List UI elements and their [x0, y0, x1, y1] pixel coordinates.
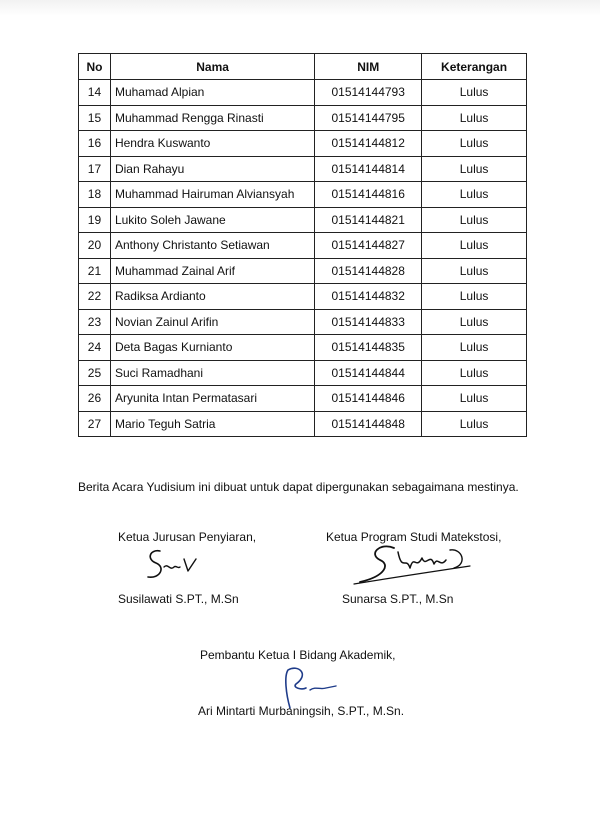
cell-nim: 01514144832: [315, 284, 422, 310]
cell-no: 18: [79, 182, 111, 208]
cell-nim: 01514144828: [315, 258, 422, 284]
header-keterangan: Keterangan: [422, 54, 527, 80]
cell-nama: Novian Zainul Arifin: [110, 309, 314, 335]
bottom-signatory-title: Pembantu Ketua I Bidang Akademik,: [200, 648, 396, 662]
cell-keterangan: Lulus: [422, 360, 527, 386]
table-row: [79, 131, 527, 157]
cell-keterangan: Lulus: [422, 386, 527, 412]
cell-keterangan: Lulus: [422, 233, 527, 259]
cell-nama: Muhammad Hairuman Alviansyah: [110, 182, 314, 208]
cell-no: 19: [79, 207, 111, 233]
cell-keterangan: Lulus: [422, 131, 527, 157]
cell-nim: 01514144793: [315, 80, 422, 106]
cell-nama: Suci Ramadhani: [110, 360, 314, 386]
cell-no: 16: [79, 131, 111, 157]
cell-no: 20: [79, 233, 111, 259]
table-row: [79, 233, 527, 259]
cell-nim: 01514144821: [315, 207, 422, 233]
cell-keterangan: Lulus: [422, 284, 527, 310]
cell-nama: Deta Bagas Kurnianto: [110, 335, 314, 361]
cell-no: 27: [79, 411, 111, 437]
scan-edge: [0, 0, 600, 16]
table-row: [79, 360, 527, 386]
left-signatory-name: Susilawati S.PT., M.Sn: [118, 592, 239, 606]
cell-nama: Anthony Christanto Setiawan: [110, 233, 314, 259]
cell-keterangan: Lulus: [422, 335, 527, 361]
cell-nim: 01514144848: [315, 411, 422, 437]
cell-no: 23: [79, 309, 111, 335]
cell-keterangan: Lulus: [422, 411, 527, 437]
cell-nama: Dian Rahayu: [110, 156, 314, 182]
signature-sunarsa-icon: [350, 538, 480, 590]
header-no: No: [79, 54, 111, 80]
cell-nama: Muhammad Zainal Arif: [110, 258, 314, 284]
cell-no: 17: [79, 156, 111, 182]
cell-keterangan: Lulus: [422, 309, 527, 335]
cell-nama: Muhamad Alpian: [110, 80, 314, 106]
table-row: [79, 411, 527, 437]
cell-no: 22: [79, 284, 111, 310]
table-row: [79, 80, 527, 106]
cell-nama: Hendra Kuswanto: [110, 131, 314, 157]
cell-no: 15: [79, 105, 111, 131]
right-signatory-name: Sunarsa S.PT., M.Sn: [342, 592, 454, 606]
cell-nama: Mario Teguh Satria: [110, 411, 314, 437]
cell-no: 25: [79, 360, 111, 386]
cell-nim: 01514144835: [315, 335, 422, 361]
cell-nim: 01514144814: [315, 156, 422, 182]
signature-susilawati-icon: [140, 545, 210, 585]
cell-keterangan: Lulus: [422, 258, 527, 284]
left-signatory-title: Ketua Jurusan Penyiaran,: [118, 530, 257, 544]
cell-nim: 01514144795: [315, 105, 422, 131]
cell-no: 24: [79, 335, 111, 361]
table-row: [79, 156, 527, 182]
table-row: [79, 284, 527, 310]
cell-nim: 01514144833: [315, 309, 422, 335]
header-nim: NIM: [315, 54, 422, 80]
cell-nim: 01514144816: [315, 182, 422, 208]
closing-statement: Berita Acara Yudisium ini dibuat untuk dapat dipergunakan sebagaimana mestinya.: [78, 480, 519, 494]
cell-keterangan: Lulus: [422, 182, 527, 208]
cell-keterangan: Lulus: [422, 105, 527, 131]
cell-nama: Aryunita Intan Permatasari: [110, 386, 314, 412]
cell-nama: Radiksa Ardianto: [110, 284, 314, 310]
cell-nim: 01514144827: [315, 233, 422, 259]
table-header-row: [79, 54, 527, 80]
cell-nim: 01514144812: [315, 131, 422, 157]
bottom-signatory-name: Ari Mintarti Murbaningsih, S.PT., M.Sn.: [198, 704, 405, 718]
cell-keterangan: Lulus: [422, 156, 527, 182]
cell-nim: 01514144844: [315, 360, 422, 386]
right-signatory-title: Ketua Program Studi Matekstosi,: [326, 530, 502, 544]
cell-keterangan: Lulus: [422, 80, 527, 106]
table-row: [79, 335, 527, 361]
cell-no: 26: [79, 386, 111, 412]
yudisium-table: [78, 53, 527, 437]
header-nama: Nama: [110, 54, 314, 80]
table-row: [79, 258, 527, 284]
cell-nama: Lukito Soleh Jawane: [110, 207, 314, 233]
cell-keterangan: Lulus: [422, 207, 527, 233]
table-row: [79, 182, 527, 208]
cell-nama: Muhammad Rengga Rinasti: [110, 105, 314, 131]
cell-nim: 01514144846: [315, 386, 422, 412]
table-row: [79, 386, 527, 412]
table-row: [79, 105, 527, 131]
cell-no: 14: [79, 80, 111, 106]
cell-no: 21: [79, 258, 111, 284]
table-row: [79, 207, 527, 233]
table-row: [79, 309, 527, 335]
